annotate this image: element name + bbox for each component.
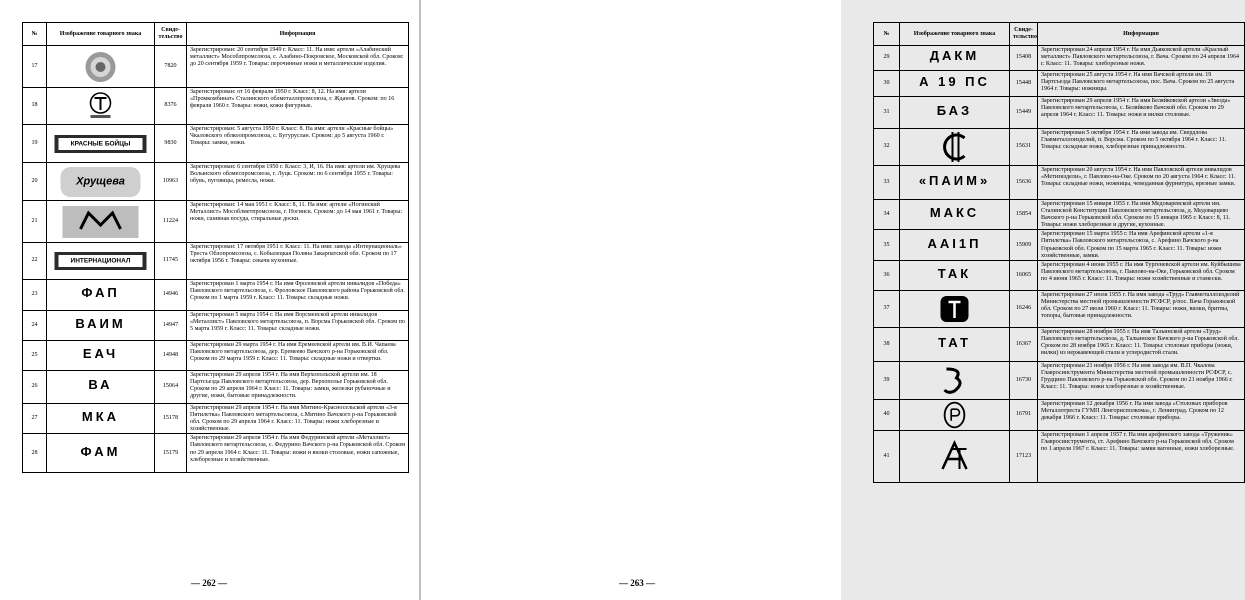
table-header bbox=[874, 23, 1245, 46]
certificate-number: 15448 bbox=[1010, 71, 1038, 97]
registration-info: Зарегистрирован 5 марта 1954 г. На имя Ворсменской артели инвалидов «Металлист» Павловского метартельсоюза, п. Ворсма Горьковской обл. Сроком по 5 марта 1959 г. Класс: 11. Товары: складные ножи. bbox=[187, 311, 409, 341]
table-row bbox=[23, 371, 409, 404]
registration-info: Зарегистрирован 25 августа 1954 г. На имя Вачской артели им. 19 Партсъезда Павловского метартельсоюза, пос. Вача. Сроком по 25 августа 1964 г. Товары: ножницы. bbox=[1038, 71, 1245, 97]
header-cert: Свиде-тельство bbox=[155, 23, 187, 46]
row-number: 20 bbox=[23, 163, 47, 201]
registration-info: Зарегистрирован 29 апреля 1954 г. На имя Беляйковской артели «Звезда» Павловского метартельсоюза, с. Беляйково Вачской обл. Сроком по 29 апреля 1964 г. Класс: 11. Товары: ножи и вилки столовые. bbox=[1038, 97, 1245, 129]
table-row bbox=[874, 361, 1245, 399]
row-number: 40 bbox=[874, 399, 900, 430]
table-row bbox=[23, 280, 409, 311]
trademark-text: МКА bbox=[81, 409, 120, 425]
trademark-image bbox=[901, 439, 1008, 473]
registration-info: Зарегистрирован 5 октября 1954 г. На имя завода им. Свердлова Главметаллоизделий, п. Ворсма. Сроком по 5 октября 1964 г. Класс: 11. Товары: складные ножи, хлеборезные принадлежности. bbox=[1038, 129, 1245, 166]
registration-info: Зарегистрирован 1 апреля 1957 г. На имя арефинского завода «Труженик» Главросинструмента, ст. Арефино Вачского р-на Горьковской обл. Сроком по 1 апреля 1967 г. Класс: 11. Товары: замки вагонные, ножи хлеборезные. bbox=[1038, 430, 1245, 482]
trademark-text: ААІ1П bbox=[927, 235, 982, 251]
certificate-number: 16730 bbox=[1010, 361, 1038, 399]
header-info: Информация bbox=[1038, 23, 1245, 46]
certificate-number: 17123 bbox=[1010, 430, 1038, 482]
table-row bbox=[874, 230, 1245, 260]
table-row bbox=[874, 129, 1245, 166]
trademark-cell bbox=[47, 404, 155, 434]
registration-info: Зарегистрирован 27 июля 1955 г. На имя завода «Труд» Главметаллоизделий Министерства местной промышленности РСФСР, р/пос. Вача Горьковской обл. Сроком по 27 июля 1960 г. Класс: 11. Товары: ножи, вилки, бритвы, топоры, бытовые принадлежности. bbox=[1038, 290, 1245, 327]
trademark-cell bbox=[900, 71, 1010, 97]
row-number: 26 bbox=[23, 371, 47, 404]
row-number: 25 bbox=[23, 341, 47, 371]
certificate-number: 16367 bbox=[1010, 327, 1038, 361]
certificate-number: 7820 bbox=[155, 46, 187, 88]
certificate-number: 15636 bbox=[1010, 166, 1038, 200]
certificate-number: 10963 bbox=[155, 163, 187, 201]
trademark-cell bbox=[900, 46, 1010, 71]
trademark-cell bbox=[900, 200, 1010, 230]
trademark-cell bbox=[47, 434, 155, 473]
row-number: 27 bbox=[23, 404, 47, 434]
certificate-number: 15909 bbox=[1010, 230, 1038, 260]
certificate-number: 16791 bbox=[1010, 399, 1038, 430]
certificate-number: 15408 bbox=[1010, 46, 1038, 71]
page-number: — 262 — bbox=[191, 578, 227, 588]
trademark-text: ЕАЧ bbox=[82, 345, 119, 361]
registration-info: Зарегистрирован 29 марта 1954 г. На имя Еремеевской артели им. В.И. Чапаева Павловского метартельсоюза, дер. Еремеево Вачского р-на Горьковской обл. Сроком по 29 марта 1959 г. Класс: 11. Товары: складные ножи и отвертки. bbox=[187, 341, 409, 371]
header-num: № bbox=[874, 23, 900, 46]
row-number: 22 bbox=[23, 243, 47, 280]
right-page bbox=[421, 0, 1241, 600]
trademark-cell bbox=[900, 166, 1010, 200]
registration-info: Зарегистрирован: 6 сентября 1950 г. Класс: 3, И, 16. На имя: артели им. Хрущева Волынского облмеспромсоюза, г. Луцк. Сроком: по 6 сентября 1955 г. Товары: обувь, пуговицы, ремесла, ножи. bbox=[187, 163, 409, 201]
certificate-number: 15631 bbox=[1010, 129, 1038, 166]
trademark-image bbox=[901, 130, 1008, 164]
trademark-cell bbox=[900, 290, 1010, 327]
trademark-cell bbox=[900, 430, 1010, 482]
table-row bbox=[23, 125, 409, 163]
trademark-text: МАКС bbox=[929, 205, 980, 221]
table-row bbox=[874, 71, 1245, 97]
certificate-number: 14947 bbox=[155, 311, 187, 341]
table-row bbox=[23, 163, 409, 201]
page-number: — 263 — bbox=[619, 578, 655, 588]
registration-info: Зарегистрирован 29 апреля 1954 г. На имя Верхопольской артели им. 18 Партсъезда Павловского метартельсоюза, дер. Верхополье Горьковской обл. Сроком по 29 апреля 1964 г. Класс: 11. Товары: замки, железки рубаночные и другие, ножи, бытовые принадлежности. bbox=[187, 371, 409, 404]
registration-info: Зарегистрирован 15 марта 1955 г. На имя Арефинской артели «1-я Пятилетка» Павловского метартельсоюза, с. Арефино Вачского р-на Горьковской обл. Сроком по 15 марта 1965 г. Класс: 11. Товары: ножи хозяйственные, замки. bbox=[1038, 230, 1245, 260]
table-row bbox=[874, 97, 1245, 129]
table-row bbox=[874, 430, 1245, 482]
certificate-number: 15854 bbox=[1010, 200, 1038, 230]
header-info: Информация bbox=[187, 23, 409, 46]
trademark-text: А 19 ПС bbox=[919, 73, 990, 89]
certificate-number: 15179 bbox=[155, 434, 187, 473]
table-row bbox=[23, 243, 409, 280]
certificate-number: 15064 bbox=[155, 371, 187, 404]
trademark-text: ФАП bbox=[81, 285, 120, 301]
certificate-number: 11224 bbox=[155, 201, 187, 243]
trademark-text: БАЗ bbox=[936, 102, 973, 118]
left-page bbox=[0, 0, 419, 600]
trademark-text: ВАИМ bbox=[75, 315, 126, 331]
trademark-image bbox=[901, 401, 1008, 429]
header-cert: Свиде-тельство bbox=[1010, 23, 1038, 46]
table-row bbox=[874, 399, 1245, 430]
table-row bbox=[23, 46, 409, 88]
trademark-table-right bbox=[873, 22, 1245, 483]
registration-info: Зарегистрирован 21 ноября 1956 г. На имя завода им. В.П. Чкалова Главросинструмента Министерства местной промышленности РСФСР, с. Грудцино Павловского р-на Горьковской обл. Сроком по 21 ноября 1966 г. Класс: 11. Товары: ножи хлеборезные и хозяйственные. bbox=[1038, 361, 1245, 399]
row-number: 28 bbox=[23, 434, 47, 473]
registration-info: Зарегистрирован 29 апреля 1954 г. На имя Митино-Красносельской артели «3-я Пятилетка» Павловского метартельсоюза, с.Митино Вачского р-на Горьковской обл. Сроком по 29 апреля 1964 г. Класс: 11. Товары: ножи хлеборезные и хозяйственные. bbox=[187, 404, 409, 434]
trademark-image bbox=[48, 50, 153, 84]
row-number: 24 bbox=[23, 311, 47, 341]
trademark-text: ДАКМ bbox=[929, 48, 980, 64]
registration-info: Зарегистрирован: 5 августа 1950 г. Класс: 8. На имя: артели «Красные бойцы» Чкаловского облкоопромсоюза, с. Бугуруслан. Сроком: до 5 августа 1960 г. Товары: замки, ножи. bbox=[187, 125, 409, 163]
registration-info: Зарегистрирован: 17 октября 1951 г. Класс: 11. На имя: завода «Интернациональ» Треста Облопромсоюза, с. Кобылецкая Поляна Закарпатской обл. Сроком по 17 октября 1956 г. Товары: секачи кухонные. bbox=[187, 243, 409, 280]
trademark-text: ВА bbox=[88, 377, 113, 393]
table-row bbox=[874, 200, 1245, 230]
registration-info: Зарегистрирован: от 16 февраля 1950 г. Класс: 8, 12. На имя: артели «Промкомбинат» Сталинского облметаллпромсоюза, г. Жданов. Сроком: по 16 февраля 1960 г. Товары: ножи, кожи фигурные. bbox=[187, 88, 409, 125]
table-row bbox=[23, 434, 409, 473]
trademark-cell bbox=[47, 280, 155, 311]
trademark-cell bbox=[900, 97, 1010, 129]
header-image: Изображение товарного знака bbox=[900, 23, 1010, 46]
row-number: 37 bbox=[874, 290, 900, 327]
registration-info: Зарегистрирован 4 июня 1955 г. На имя Тургеневской артели им. Куйбышева Павловского метартельсоюза, г. Павлово-на-Оке, Горьковской обл. Сроком по 4 июня 1965 г. Класс: 11. Товары: ножи хозяйственные и стамески. bbox=[1038, 260, 1245, 290]
row-number: 17 bbox=[23, 46, 47, 88]
table-row bbox=[874, 290, 1245, 327]
trademark-cell bbox=[900, 399, 1010, 430]
trademark-cell bbox=[47, 163, 155, 201]
registration-info: Зарегистрирован 1 марта 1954 г. На имя Фроловской артели инвалидов «Победа» Павловского метартельсоюза, с. Фроловское Павловского района Горьковской обл. Сроком по 1 марта 1959 г. Класс: 11. Товары: складные ножи. bbox=[187, 280, 409, 311]
certificate-number: 15178 bbox=[155, 404, 187, 434]
row-number: 19 bbox=[23, 125, 47, 163]
table-row bbox=[874, 260, 1245, 290]
table-row bbox=[874, 46, 1245, 71]
table-row bbox=[23, 311, 409, 341]
row-number: 31 bbox=[874, 97, 900, 129]
trademark-image bbox=[48, 89, 153, 123]
trademark-text: «ПАИМ» bbox=[918, 172, 991, 188]
certificate-number: 16246 bbox=[1010, 290, 1038, 327]
table-row bbox=[23, 341, 409, 371]
table-row bbox=[874, 166, 1245, 200]
trademark-cell bbox=[47, 88, 155, 125]
row-number: 30 bbox=[874, 71, 900, 97]
registration-info: Зарегистрирован 29 апреля 1954 г. На имя Федуринской артели «Металлист» Павловского метартельсоюза, с. Федурино Вачского р-на Горьковской обл. Сроком по 29 апреля 1964 г. Класс: 11. Товары: ножи и вилки столовые, ножи сапожные, хлеборезные и хозяйственные. bbox=[187, 434, 409, 473]
row-number: 33 bbox=[874, 166, 900, 200]
table-row bbox=[874, 327, 1245, 361]
registration-info: Зарегистрирован 15 января 1955 г. На имя Медоваревской артели им. Сталинской Конституции Павловского метартельсоюза, д. Медоварцево Вачского р-на Горьковской обл. Сроком по 15 января 1965 г. Класс: 8, 11. Товары: ножи хлеборезные и другие, кухонные. bbox=[1038, 200, 1245, 230]
row-number: 34 bbox=[874, 200, 900, 230]
trademark-cell bbox=[900, 230, 1010, 260]
table-header bbox=[23, 23, 409, 46]
trademark-cell bbox=[47, 311, 155, 341]
trademark-cell bbox=[900, 361, 1010, 399]
trademark-cell bbox=[47, 125, 155, 163]
header-image: Изображение товарного знака bbox=[47, 23, 155, 46]
trademark-image bbox=[901, 292, 1008, 326]
row-number: 21 bbox=[23, 201, 47, 243]
certificate-number: 8376 bbox=[155, 88, 187, 125]
certificate-number: 15449 bbox=[1010, 97, 1038, 129]
certificate-number: 14946 bbox=[155, 280, 187, 311]
row-number: 38 bbox=[874, 327, 900, 361]
certificate-number: 16065 bbox=[1010, 260, 1038, 290]
trademark-table-left bbox=[22, 22, 409, 473]
trademark-cell bbox=[47, 371, 155, 404]
trademark-text: ФАМ bbox=[80, 443, 121, 459]
registration-info: Зарегистрирован: 14 мая 1951 г. Класс: 8, 11. На имя: артели «Ногинский Металлист» Мособлметпромсоюза, г. Ногинск. Сроком: до 14 мая 1961 г. Товары: ножи, сшивная посуда, стиральные доски. bbox=[187, 201, 409, 243]
registration-info: Зарегистрирован 24 апреля 1954 г. На имя Дьяковской артели «Красный металлист» Павловского метартельсоюза, г. Вача. Сроком по 24 апреля 1964 г. Класс: 11. Товары: хлеборезные ножи. bbox=[1038, 46, 1245, 71]
header-num: № bbox=[23, 23, 47, 46]
trademark-cell bbox=[900, 327, 1010, 361]
table-row bbox=[23, 201, 409, 243]
row-number: 18 bbox=[23, 88, 47, 125]
row-number: 23 bbox=[23, 280, 47, 311]
row-number: 32 bbox=[874, 129, 900, 166]
trademark-cell bbox=[47, 46, 155, 88]
certificate-number: 9830 bbox=[155, 125, 187, 163]
table-row bbox=[23, 88, 409, 125]
trademark-text: Хрущева bbox=[76, 174, 125, 187]
trademark-image bbox=[901, 363, 1008, 397]
trademark-text: ТАК bbox=[937, 265, 972, 281]
registration-info: Зарегистрирован 12 декабря 1956 г. На имя завода «Столовых приборов Металлотреста ГУМП Ленгорисполкома», г. Ленинград. Сроком по 12 декабря 1966 г. Класс: 11. Товары: столовые приборы. bbox=[1038, 399, 1245, 430]
registration-info: Зарегистрирован 20 августа 1954 г. На имя Павловской артели инвалидов «Метизиздели», г. Павлово-на-Оке. Сроком по 20 августа 1964 г. Класс: 11. Товары: складные ножи, ножницы, чемоданная фурнитура, врезные замки. bbox=[1038, 166, 1245, 200]
row-number: 39 bbox=[874, 361, 900, 399]
trademark-cell bbox=[47, 243, 155, 280]
trademark-text: ТАТ bbox=[938, 334, 971, 350]
trademark-cell bbox=[900, 129, 1010, 166]
trademark-image bbox=[48, 205, 153, 239]
trademark-text: ИНТЕРНАЦИОНАЛ bbox=[70, 257, 131, 265]
registration-info: Зарегистрирован 28 ноября 1955 г. На имя Тальинской артели «Труд» Павловского метартельсоюза, д. Тальинское Вачского р-на Горьковской обл. Сроком по 28 ноября 1965 г. Класс: 11. Товары: столовые приборы (ножи, вилки) из нержавеющей стали и углеродистой стали. bbox=[1038, 327, 1245, 361]
trademark-text: КРАСНЫЕ БОЙЦЫ bbox=[70, 139, 131, 147]
row-number: 35 bbox=[874, 230, 900, 260]
registration-info: Зарегистрирован: 20 сентября 1949 г. Класс: 11. На имя: артели «Алабинский металлист» Мособлпромсоюза, с. Алабино-Покровское, Московской обл. Сроком: до 20 сентября 1959 г. Товары: перочинные ножи и металлические изделия. bbox=[187, 46, 409, 88]
trademark-cell bbox=[900, 260, 1010, 290]
trademark-cell bbox=[47, 341, 155, 371]
trademark-cell bbox=[47, 201, 155, 243]
row-number: 41 bbox=[874, 430, 900, 482]
certificate-number: 14948 bbox=[155, 341, 187, 371]
row-number: 36 bbox=[874, 260, 900, 290]
certificate-number: 11745 bbox=[155, 243, 187, 280]
row-number: 29 bbox=[874, 46, 900, 71]
table-row bbox=[23, 404, 409, 434]
